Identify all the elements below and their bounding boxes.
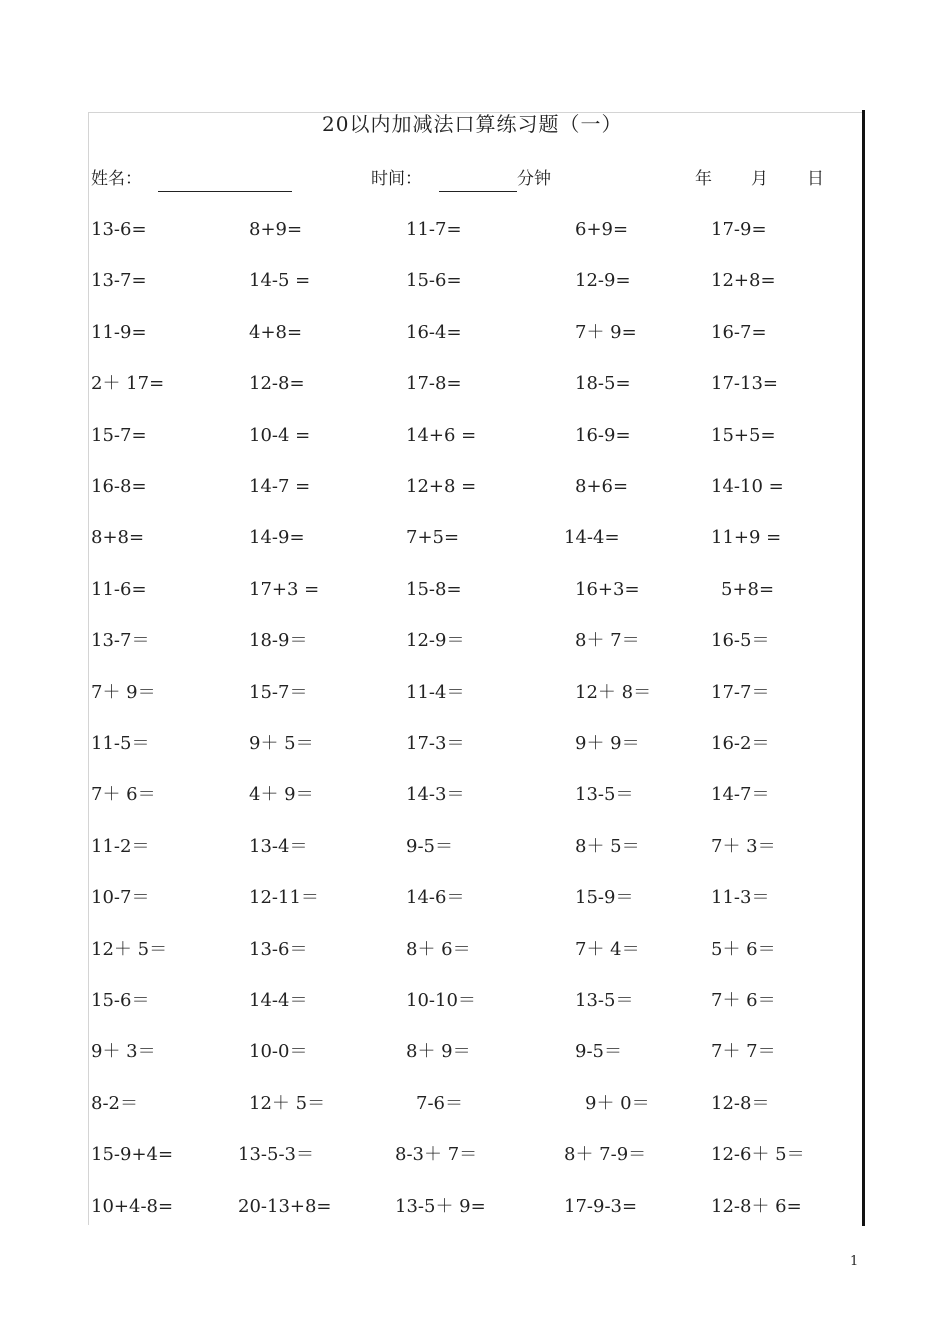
problem-cell: 13-6= [91, 219, 147, 240]
problem-cell: 7＋ 7＝ [711, 1041, 776, 1062]
problem-cell: 12＋ 5＝ [249, 1093, 326, 1114]
problem-cell: 15-9+4= [91, 1144, 174, 1165]
problem-cell: 15-6= [406, 270, 462, 291]
problem-cell: 7＋ 9= [575, 322, 637, 343]
problem-cell: 9-5＝ [575, 1041, 622, 1062]
problem-cell: 9＋ 0＝ [585, 1093, 650, 1114]
problem-cell: 13-5-3＝ [238, 1144, 314, 1165]
problem-cell: 12-11＝ [249, 887, 319, 908]
problem-cell: 9＋ 5＝ [249, 733, 314, 754]
problem-cell: 18-9＝ [249, 630, 308, 651]
problem-cell: 17+3 = [249, 579, 320, 600]
problem-cell: 10+4-8= [91, 1196, 174, 1217]
problem-cell: 12-8＝ [711, 1093, 770, 1114]
problem-cell: 15-8= [406, 579, 462, 600]
problem-cell: 8-3＋ 7＝ [395, 1144, 478, 1165]
problem-cell: 12-6＋ 5＝ [711, 1144, 805, 1165]
problem-cell: 9＋ 3＝ [91, 1041, 156, 1062]
problem-cell: 17-7＝ [711, 682, 770, 703]
problem-cell: 12＋ 8＝ [575, 682, 652, 703]
problem-cell: 12+8= [711, 270, 776, 291]
problem-cell: 16-7= [711, 322, 767, 343]
problem-cell: 14-3＝ [406, 784, 465, 805]
problem-cell: 16-5＝ [711, 630, 770, 651]
problem-cell: 14-6＝ [406, 887, 465, 908]
problem-cell: 7＋ 4＝ [575, 939, 640, 960]
problem-cell: 8+9= [249, 219, 303, 240]
time-unit: 分钟 [517, 169, 551, 189]
problem-cell: 17-9-3= [564, 1196, 638, 1217]
problem-cell: 11-3＝ [711, 887, 770, 908]
problem-cell: 9＋ 9＝ [575, 733, 640, 754]
problem-cell: 13-4＝ [249, 836, 308, 857]
problem-cell: 14-9= [249, 527, 305, 548]
date-year-label: 年 [695, 169, 712, 189]
problem-cell: 7＋ 6＝ [91, 784, 156, 805]
problem-cell: 8-2＝ [91, 1093, 138, 1114]
problem-cell: 14-7 = [249, 476, 311, 497]
problem-cell: 8＋ 5＝ [575, 836, 640, 857]
problem-cell: 11-6= [91, 579, 147, 600]
problem-cell: 5＋ 6＝ [711, 939, 776, 960]
date-day-label: 日 [807, 169, 824, 189]
page-number: 1 [850, 1254, 859, 1269]
problem-cell: 11-2＝ [91, 836, 150, 857]
problem-cell: 4+8= [249, 322, 303, 343]
problem-cell: 14-10 = [711, 476, 784, 497]
problem-cell: 12-8= [249, 373, 305, 394]
problem-cell: 7＋ 3＝ [711, 836, 776, 857]
problem-cell: 4＋ 9＝ [249, 784, 314, 805]
problem-cell: 16-4= [406, 322, 462, 343]
problem-cell: 14-4＝ [249, 990, 308, 1011]
worksheet-title: 20以内加减法口算练习题（一） [322, 112, 623, 136]
problem-cell: 8+6= [575, 476, 629, 497]
problem-cell: 13-5＝ [575, 990, 634, 1011]
problem-cell: 16+3= [575, 579, 640, 600]
problem-cell: 7＋ 6＝ [711, 990, 776, 1011]
problem-cell: 13-5＋ 9= [395, 1196, 486, 1217]
problem-cell: 10-7＝ [91, 887, 150, 908]
problem-cell: 16-2＝ [711, 733, 770, 754]
problem-cell: 12-9＝ [406, 630, 465, 651]
problem-cell: 13-6＝ [249, 939, 308, 960]
problem-cell: 12＋ 5＝ [91, 939, 168, 960]
problem-cell: 7-6＝ [416, 1093, 463, 1114]
problem-cell: 15-6＝ [91, 990, 150, 1011]
problem-cell: 7＋ 9＝ [91, 682, 156, 703]
problem-cell: 7+5= [406, 527, 460, 548]
problem-cell: 11+9 = [711, 527, 782, 548]
problem-cell: 10-10＝ [406, 990, 476, 1011]
problem-cell: 11-5＝ [91, 733, 150, 754]
problem-cell: 6+9= [575, 219, 629, 240]
problem-cell: 13-7＝ [91, 630, 150, 651]
problem-cell: 16-9= [575, 425, 631, 446]
name-blank-line [158, 191, 292, 192]
problem-cell: 15+5= [711, 425, 776, 446]
problem-cell: 17-13= [711, 373, 778, 394]
problem-cell: 14+6 = [406, 425, 477, 446]
problem-cell: 14-7＝ [711, 784, 770, 805]
problem-cell: 9-5＝ [406, 836, 453, 857]
problem-cell: 11-4＝ [406, 682, 465, 703]
problem-cell: 17-9= [711, 219, 767, 240]
problem-cell: 11-9= [91, 322, 147, 343]
problem-cell: 8＋ 9＝ [406, 1041, 471, 1062]
problem-cell: 13-5＝ [575, 784, 634, 805]
problem-cell: 12-9= [575, 270, 631, 291]
problem-cell: 2＋ 17= [91, 373, 165, 394]
name-label: 姓名： [91, 169, 142, 189]
time-label: 时间： [371, 169, 422, 189]
problem-cell: 15-9＝ [575, 887, 634, 908]
problem-cell: 8＋ 7-9＝ [564, 1144, 647, 1165]
problem-cell: 17-8= [406, 373, 462, 394]
problem-cell: 10-0＝ [249, 1041, 308, 1062]
problem-cell: 16-8= [91, 476, 147, 497]
problem-cell: 8＋ 6＝ [406, 939, 471, 960]
problem-cell: 15-7= [91, 425, 147, 446]
problem-cell: 14-5 = [249, 270, 311, 291]
problem-cell: 12-8＋ 6= [711, 1196, 802, 1217]
problem-cell: 8+8= [91, 527, 145, 548]
problem-cell: 15-7＝ [249, 682, 308, 703]
problem-cell: 20-13+8= [238, 1196, 332, 1217]
problem-cell: 5+8= [721, 579, 775, 600]
problem-cell: 14-4= [564, 527, 620, 548]
date-month-label: 月 [751, 169, 768, 189]
problem-cell: 10-4 = [249, 425, 311, 446]
frame-right-border [862, 110, 865, 1226]
problem-cell: 18-5= [575, 373, 631, 394]
problem-cell: 17-3＝ [406, 733, 465, 754]
problem-cell: 8＋ 7＝ [575, 630, 640, 651]
problem-cell: 11-7= [406, 219, 462, 240]
problem-cell: 12+8 = [406, 476, 477, 497]
time-blank-line [439, 191, 517, 192]
problem-cell: 13-7= [91, 270, 147, 291]
